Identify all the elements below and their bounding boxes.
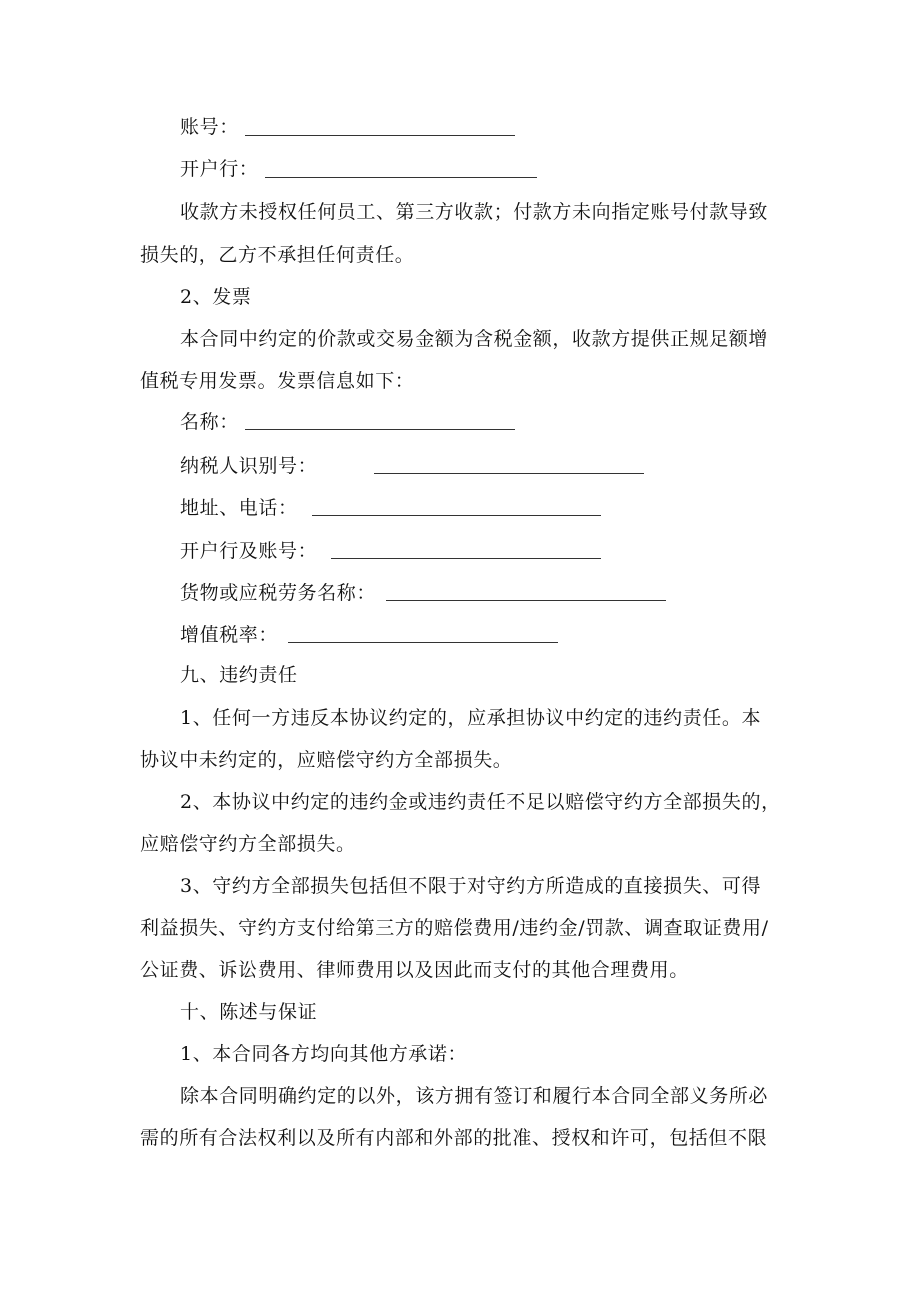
invoice-intro-line1: 本合同中约定的价款或交易金额为含税金额，收款方提供正规足额增 [180,328,769,350]
warranty-p2-line2: 需的所有合法权利以及所有内部和外部的批准、授权和许可，包括但不限 [140,1127,768,1149]
address-phone-label: 地址、电话： [180,497,298,519]
vat-rate-label: 增值税率： [180,624,279,646]
taxpayer-id-blank [374,473,644,474]
bank-account-blank [331,558,601,559]
goods-service-label: 货物或应税劳务名称： [180,582,377,604]
invoice-intro-line2: 值税专用发票。发票信息如下： [140,370,415,392]
warranty-heading: 十、陈述与保证 [180,1001,318,1023]
invoice-name-label: 名称： [180,411,239,433]
breach-p1-line2: 协议中未约定的，应赔偿守约方全部损失。 [140,749,513,771]
bank-blank [265,177,537,178]
breach-p2-line2: 应赔偿守约方全部损失。 [140,833,356,855]
address-phone-blank [312,515,601,516]
payment-note-line1: 收款方未授权任何员工、第三方收款；付款方未向指定账号付款导致 [180,201,769,223]
warranty-p2-line1: 除本合同明确约定的以外，该方拥有签订和履行本合同全部义务所必 [180,1085,769,1107]
bank-account-label: 开户行及账号： [180,540,318,562]
taxpayer-id-label: 纳税人识别号： [180,455,318,477]
breach-p2-line1: 2、本协议中约定的违约金或违约责任不足以赔偿守约方全部损失的， [180,791,781,813]
goods-service-blank [386,600,666,601]
vat-rate-blank [288,642,558,643]
account-blank [245,135,515,136]
breach-p3-line2: 利益损失、守约方支付给第三方的赔偿费用/违约金/罚款、调查取证费用/ [140,917,769,939]
breach-heading: 九、违约责任 [180,664,298,686]
bank-label: 开户行： [180,158,259,180]
account-label: 账号： [180,116,239,138]
invoice-name-blank [245,429,515,430]
breach-p3-line3: 公证费、诉讼费用、律师费用以及因此而支付的其他合理费用。 [140,959,689,981]
warranty-p1: 1、本合同各方均向其他方承诺： [180,1043,468,1065]
invoice-heading: 2、发票 [180,286,252,308]
breach-p1-line1: 1、任何一方违反本协议约定的，应承担协议中约定的违约责任。本 [180,707,762,729]
payment-note-line2: 损失的，乙方不承担任何责任。 [140,244,415,266]
breach-p3-line1: 3、守约方全部损失包括但不限于对守约方所造成的直接损失、可得 [180,875,762,897]
